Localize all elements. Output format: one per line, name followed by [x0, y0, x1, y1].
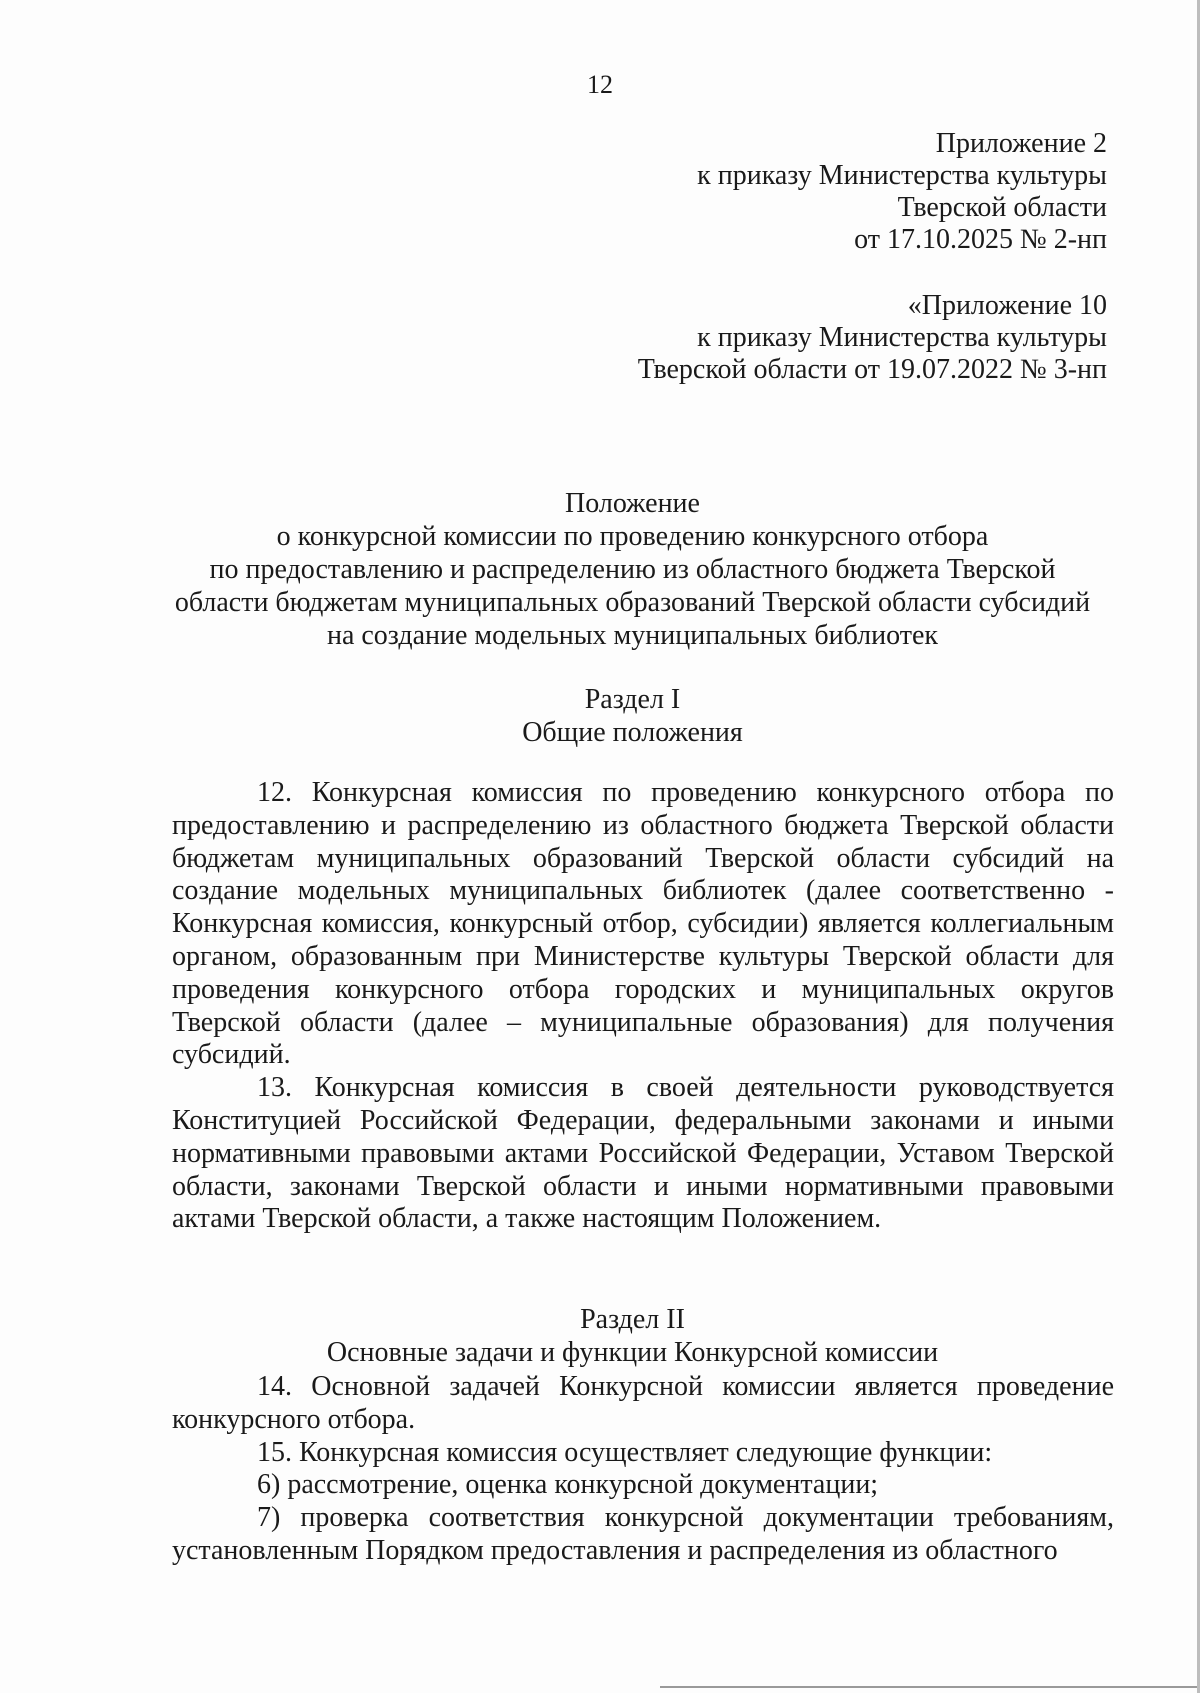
title-line: на создание модельных муниципальных библиотек: [326, 620, 939, 651]
scan-edge-line: [660, 1686, 1200, 1688]
page-number: 12: [587, 70, 613, 99]
paragraph: 14. Основной задачей Конкурсной комиссии является проведение конкурсного отбора.: [172, 1371, 1114, 1435]
section-name: Основные задачи и функции Конкурсной комиссии: [326, 1337, 939, 1368]
original-appendix-header: [638, 290, 1107, 386]
title-line: области бюджетам муниципальных образований Тверской области субсидий: [174, 587, 1091, 618]
title-line: Положение: [565, 488, 700, 519]
appendix-header: [697, 128, 1107, 256]
appendix-line: к приказу Министерства культуры: [697, 160, 1107, 191]
list-item: 7) проверка соответствия конкурсной документации требованиям, установленным Порядком предоставления и распределения из областного: [172, 1502, 1114, 1566]
title-line: о конкурсной комиссии по проведению конкурсного отбора: [276, 521, 989, 552]
appendix-line: Тверской области от 19.07.2022 № 3-нп: [637, 354, 1107, 385]
appendix-line: Тверской области: [897, 192, 1107, 223]
appendix-line: от 17.10.2025 № 2-нп: [854, 224, 1107, 255]
section-body: [172, 777, 1114, 1236]
section-name: Общие положения: [522, 717, 743, 748]
list-item: 6) рассмотрение, оценка конкурсной документации;: [257, 1469, 879, 1501]
section-label: Раздел II: [580, 1304, 685, 1335]
appendix-line: Приложение 2: [935, 128, 1107, 159]
document-title: [160, 487, 1105, 652]
paragraph: 15. Конкурсная комиссия осуществляет следующие функции:: [257, 1436, 993, 1468]
appendix-line: «Приложение 10: [907, 290, 1107, 321]
paragraph: 12. Конкурсная комиссия по проведению конкурсного отбора по предоставлению и распределению из областного бюджета Тверской области бюджетам муниципальных образований Тверской области субсидий на создание модельных муниципальных библиотек (далее соответственно - Конкурсная комиссия, конкурсный отбор, субсидии) является коллегиальным органом, образованным при Министерстве культуры Тверской области для проведения конкурсного отбора городских и муниципальных округов Тверской области (далее – муниципальные образования) для получения субсидий.: [172, 777, 1114, 1071]
section-body: [172, 1371, 1114, 1568]
paragraph: 13. Конкурсная комиссия в своей деятельности руководствуется Конституцией Российской Федерации, федеральными законами и иными нормативными правовыми актами Российской Федерации, Уставом Тверской области, законами Тверской области и иными нормативными правовыми актами Тверской области, а также настоящим Положением.: [172, 1072, 1114, 1235]
title-line: по предоставлению и распределению из областного бюджета Тверской: [209, 554, 1056, 585]
section-heading: [160, 1303, 1105, 1369]
appendix-line: к приказу Министерства культуры: [697, 322, 1107, 353]
section-label: Раздел I: [584, 684, 681, 715]
section-heading: [160, 683, 1105, 749]
